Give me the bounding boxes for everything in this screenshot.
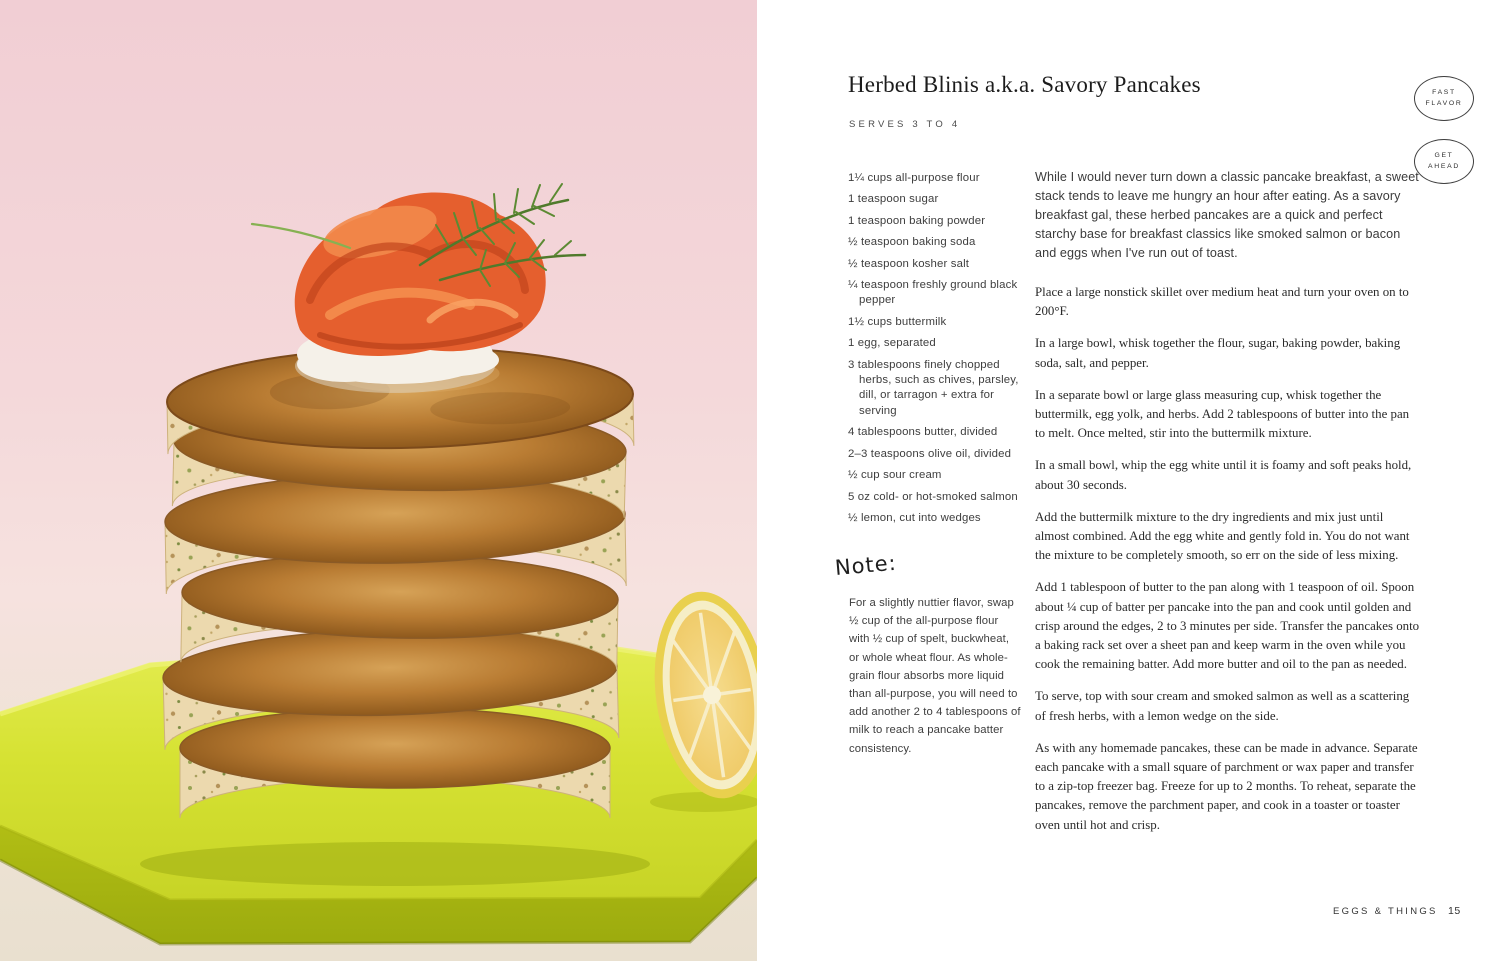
ingredient-item: 1 teaspoon sugar <box>848 193 939 206</box>
ingredient-item: 3 tablespoons finely chopped herbs, such as chives, parsley, dill, or tarragon + extra for serving <box>848 358 1019 417</box>
badge-get-ahead <box>1414 139 1474 184</box>
ingredient-item: ½ lemon, cut into wedges <box>848 511 981 524</box>
ingredient-item: 4 tablespoons butter, divided <box>848 426 998 439</box>
method-paragraph: As with any homemade pancakes, these can be made in advance. Separate each pancake with a small square of parchment or wax paper and transfer to a zip-top freezer bag. Freeze for up to 2 months. To reheat, separate the pancakes, remove the parchment paper, and cook in a toaster or toaster oven until hot and crisp. <box>1035 740 1418 832</box>
badge-line: GET <box>1434 151 1454 159</box>
method-paragraph: In a small bowl, whip the egg white until it is foamy and soft peaks hold, about 30 seconds. <box>1035 458 1412 492</box>
ingredient-item: 1¼ cups all-purpose flour <box>848 172 980 184</box>
method-paragraph: Place a large nonstick skillet over medium heat and turn your oven on to 200°F. <box>1035 285 1409 319</box>
recipe-note <box>833 550 1021 758</box>
ingredient-item: 1 teaspoon baking powder <box>848 214 986 227</box>
ingredients-list <box>848 171 1022 532</box>
ingredient-item: 2–3 teaspoons olive oil, divided <box>848 447 1012 460</box>
serves-line: SERVES 3 TO 4 <box>849 119 961 130</box>
note-text: For a slightly nuttier flavor, swap ½ cup of the all-purpose flour with ½ cup of spelt, buckwheat, or whole wheat flour. As whole-grain flour absorbs more liquid than all-purpose, you will need to add another 2 to 4 tablespoons of milk to reach a pancake batter consistency. <box>849 597 1021 755</box>
method-paragraphs <box>1035 283 1420 835</box>
intro-paragraph: While I would never turn down a classic pancake breakfast, a sweet stack tends to leave me hungry an hour after eating. As a savory breakfast gal, these herbed pancakes are a quick and perfect starchy base for breakfast classics like smoked salmon or bacon and eggs when I've run out of toast. <box>1035 170 1419 260</box>
method-paragraph: To serve, top with sour cream and smoked salmon as well as a scattering of fresh herbs, with a lemon wedge on the side. <box>1035 689 1410 723</box>
ingredient-item: 5 oz cold- or hot-smoked salmon <box>848 490 1018 503</box>
ingredient-item: ½ cup sour cream <box>848 469 942 482</box>
pancake-stack <box>162 344 634 818</box>
footer-page-number: 15 <box>1448 905 1461 917</box>
method-paragraph: In a large bowl, whisk together the flour, sugar, baking powder, baking soda, salt, and pepper. <box>1035 336 1401 370</box>
stack-shadow <box>140 842 650 886</box>
method-paragraph: In a separate bowl or large glass measuring cup, whisk together the buttermilk, egg yolk, and herbs. Add 2 tablespoons of butter into the pan to melt. Once melted, stir into the buttermilk mixture. <box>1035 387 1410 441</box>
method-paragraph: Add 1 tablespoon of butter to the pan along with 1 teaspoon of oil. Spoon about ¼ cup of batter per pancake into the pan and cook until golden and crisp around the edges, 2 to 3 minutes per side. Transfer the pancakes onto a baking rack set over a sheet pan and keep warm in the oven while you cook the remaining batter. Add more butter and oil to the pan as needed. <box>1035 580 1420 672</box>
method-column <box>1035 168 1420 848</box>
ingredient-item: 1½ cups buttermilk <box>848 315 947 328</box>
ingredient-item: ¼ teaspoon freshly ground black pepper <box>848 279 1018 307</box>
badge-line: FAST <box>1432 88 1456 96</box>
ingredient-item: ½ teaspoon baking soda <box>848 236 976 249</box>
badge-line: FLAVOR <box>1425 99 1463 107</box>
badge-fast-flavor <box>1414 76 1474 121</box>
badge-line: AHEAD <box>1428 162 1460 170</box>
footer-chapter-label: EGGS & THINGS <box>1333 906 1438 917</box>
note-label: Note: <box>833 550 898 580</box>
method-paragraph: Add the buttermilk mixture to the dry ingredients and mix just until almost combined. Add the egg white and gently fold in. You do not want the mixture to be completely smooth, so err on the side of less mixing. <box>1035 509 1410 563</box>
ingredient-item: 1 egg, separated <box>848 337 936 350</box>
recipe-title: Herbed Blinis a.k.a. Savory Pancakes <box>848 72 1201 97</box>
ingredient-item: ½ teaspoon kosher salt <box>848 257 970 270</box>
